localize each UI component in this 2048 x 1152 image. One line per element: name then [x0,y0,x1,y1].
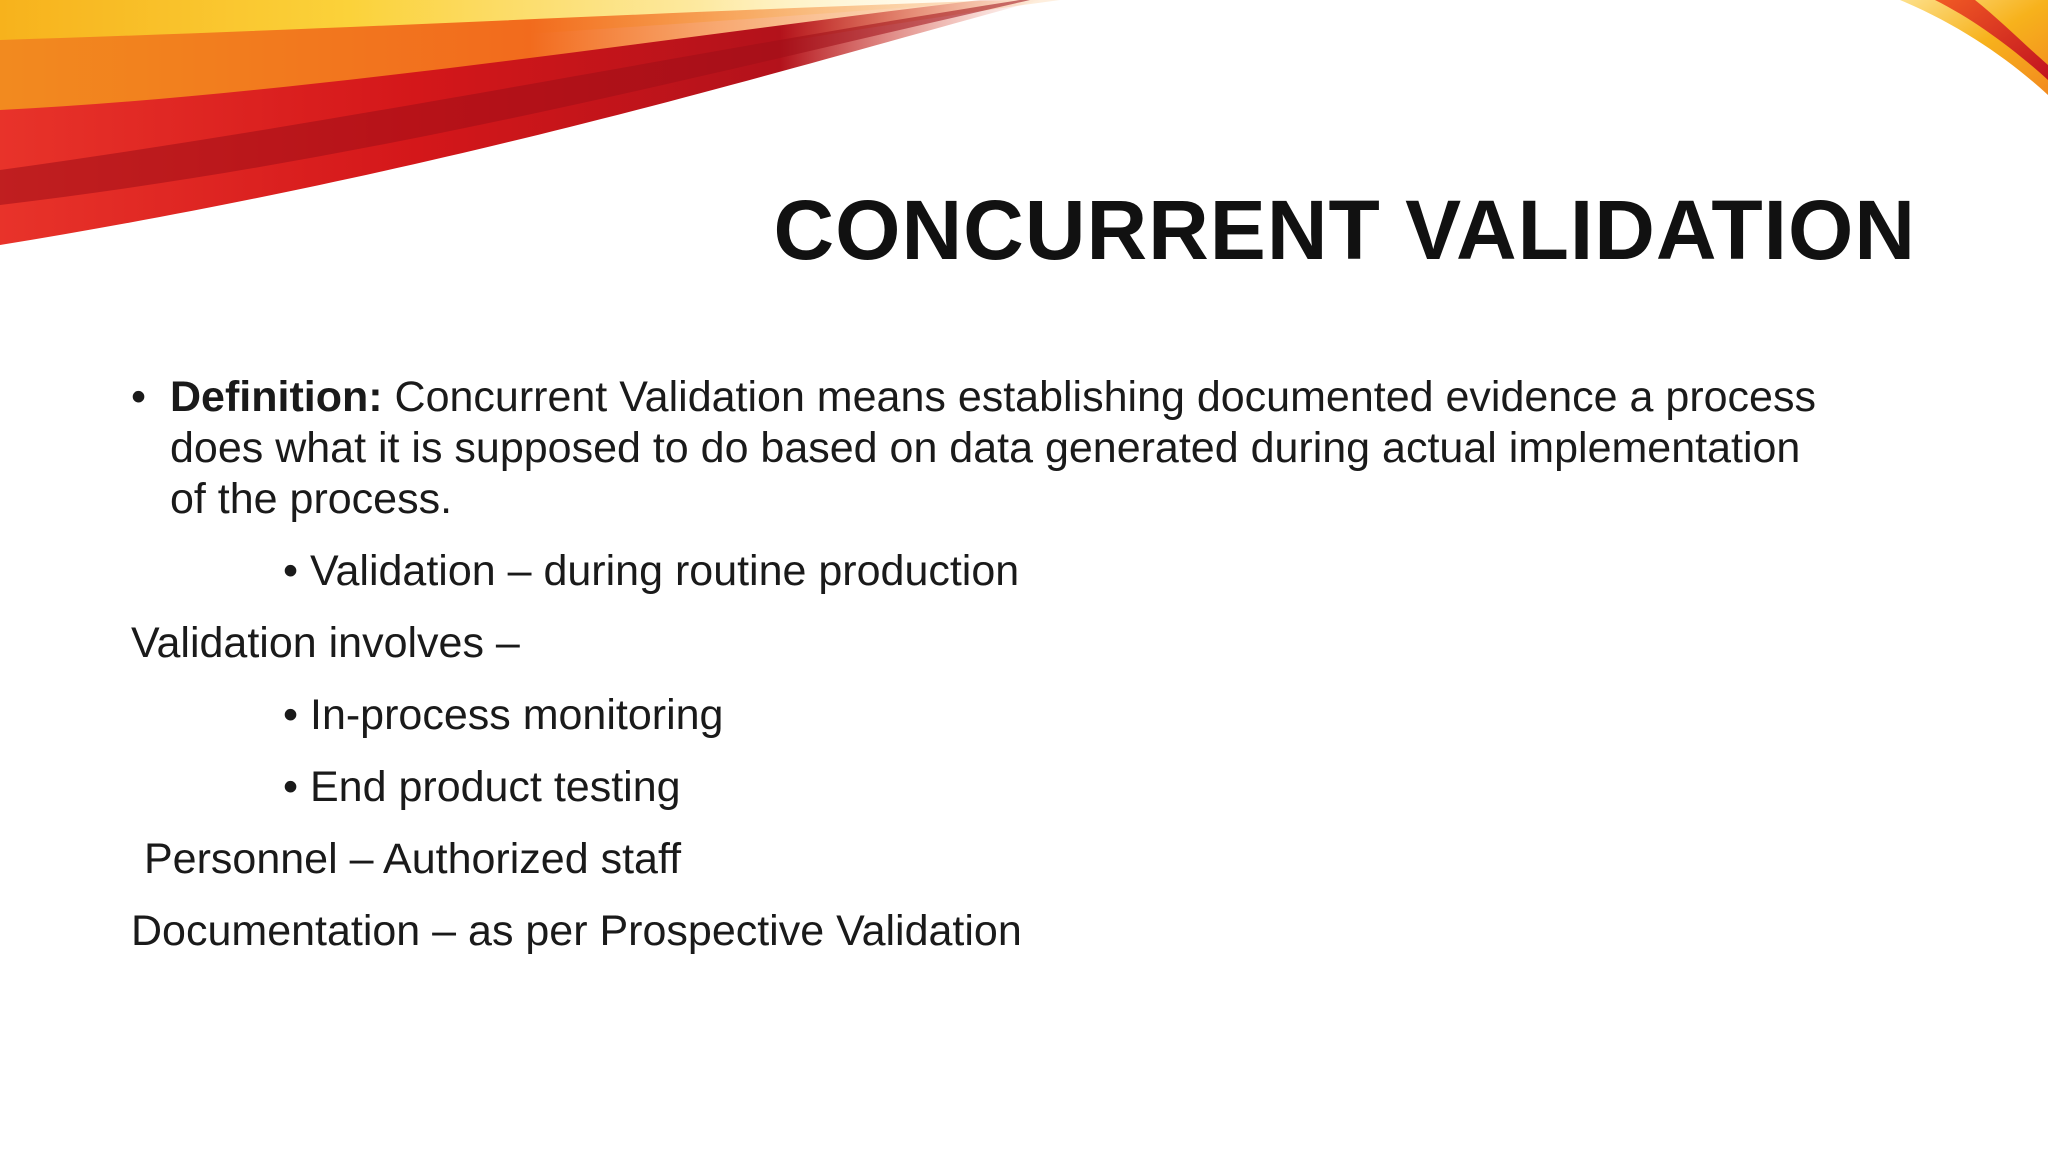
sub-bullet-in-process-monitoring: • In-process monitoring [283,691,724,739]
personnel-line: Personnel – Authorized staff [144,835,682,883]
definition-text: Concurrent Validation means establishing documented evidence a process does what it is supposed to do based on data generated during actual implementation of the process. [170,373,1816,523]
slide-body [131,372,1831,957]
validation-involves-heading: Validation involves – [131,619,520,667]
slide-title: CONCURRENT VALIDATION [773,183,1916,277]
documentation-line: Documentation – as per Prospective Validation [131,907,1022,955]
definition-label: Definition: [170,373,383,421]
sub-bullet-end-product-testing: • End product testing [283,763,681,811]
definition-bullet [131,372,1831,525]
sub-bullet-routine-production: • Validation – during routine production [283,547,1020,595]
bullet-dot: • [131,373,147,421]
